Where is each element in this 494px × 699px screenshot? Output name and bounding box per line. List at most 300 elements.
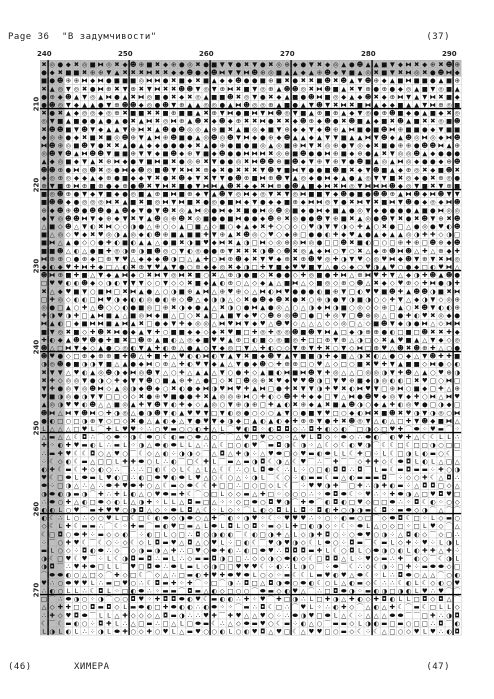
svg-text:●: ● xyxy=(243,76,250,85)
svg-text:⊕: ⊕ xyxy=(373,344,379,352)
svg-text:●: ● xyxy=(73,190,80,199)
svg-text:◎: ◎ xyxy=(211,400,217,409)
svg-text:▼: ▼ xyxy=(219,352,225,361)
svg-text:◘: ◘ xyxy=(82,433,88,442)
svg-text:◑: ◑ xyxy=(97,595,104,604)
svg-text:▲: ▲ xyxy=(308,68,314,77)
svg-text:◆: ◆ xyxy=(179,92,185,101)
svg-text:☻: ☻ xyxy=(421,287,429,296)
svg-text:△: △ xyxy=(154,449,160,458)
svg-text:◆: ◆ xyxy=(430,149,436,158)
svg-text:☻: ☻ xyxy=(437,68,445,77)
svg-text:□: □ xyxy=(146,319,153,328)
svg-text:✚: ✚ xyxy=(187,578,193,587)
svg-text:∴: ∴ xyxy=(155,619,160,628)
svg-text:□: □ xyxy=(429,400,436,409)
svg-text:L: L xyxy=(90,425,95,433)
svg-text:◆: ◆ xyxy=(49,68,55,77)
svg-text:◆: ◆ xyxy=(454,92,460,101)
svg-text:☻: ☻ xyxy=(453,133,461,142)
svg-text:●: ● xyxy=(203,376,209,385)
svg-text:☾: ☾ xyxy=(146,578,153,587)
svg-text:○: ○ xyxy=(397,352,404,361)
svg-text:□: □ xyxy=(389,238,396,247)
svg-text:▲: ▲ xyxy=(146,214,152,223)
svg-text:□: □ xyxy=(57,554,64,563)
svg-text:▲: ▲ xyxy=(106,125,112,134)
svg-text:⊕: ⊕ xyxy=(292,230,298,239)
svg-text:■: ■ xyxy=(89,133,96,142)
svg-text:⌒: ⌒ xyxy=(89,489,96,498)
svg-text:◆: ◆ xyxy=(122,368,128,377)
svg-text:✚: ✚ xyxy=(324,368,331,377)
svg-text:▲: ▲ xyxy=(349,133,355,142)
svg-text:◐: ◐ xyxy=(219,530,226,539)
svg-text:◘: ◘ xyxy=(397,514,403,523)
svg-text:△: △ xyxy=(163,546,169,555)
svg-text:▼: ▼ xyxy=(41,384,47,393)
svg-text:▬: ▬ xyxy=(49,433,56,442)
svg-text:∴: ∴ xyxy=(195,603,200,612)
svg-text:✖: ✖ xyxy=(243,295,250,304)
svg-text:∴: ∴ xyxy=(438,611,443,620)
svg-text:◎: ◎ xyxy=(397,149,404,158)
svg-text:■: ■ xyxy=(373,125,380,134)
svg-text:✖: ✖ xyxy=(195,165,201,174)
svg-text:✖: ✖ xyxy=(268,60,274,69)
svg-text:☻: ☻ xyxy=(186,295,194,304)
svg-text:▬: ▬ xyxy=(81,522,88,531)
svg-text:✖: ✖ xyxy=(243,117,250,126)
svg-text:♥: ♥ xyxy=(65,263,72,271)
svg-text:◎: ◎ xyxy=(219,263,226,271)
svg-text:△: △ xyxy=(203,222,209,231)
svg-text:■: ■ xyxy=(300,352,307,361)
svg-text:⁘: ⁘ xyxy=(89,530,96,539)
svg-text:✚: ✚ xyxy=(276,360,282,369)
svg-text:△: △ xyxy=(235,473,241,482)
svg-text:⬬: ⬬ xyxy=(357,522,363,531)
svg-text:△: △ xyxy=(300,627,306,636)
svg-text:♥: ♥ xyxy=(446,489,452,498)
svg-text:■: ■ xyxy=(178,182,185,190)
svg-text:◆: ◆ xyxy=(57,263,63,271)
svg-text:∴: ∴ xyxy=(106,546,111,555)
svg-text:◑: ◑ xyxy=(114,368,120,377)
svg-text:▲: ▲ xyxy=(122,141,128,150)
svg-text:■: ■ xyxy=(356,125,363,134)
svg-text:△: △ xyxy=(163,368,169,377)
svg-text:◎: ◎ xyxy=(219,392,226,401)
svg-text:◇: ◇ xyxy=(389,522,395,531)
svg-text:■: ■ xyxy=(397,109,404,118)
svg-text:▼: ▼ xyxy=(171,101,177,109)
svg-text:◎: ◎ xyxy=(65,384,72,393)
svg-text:■: ■ xyxy=(235,327,242,336)
svg-text:○: ○ xyxy=(284,473,290,482)
svg-text:✚: ✚ xyxy=(203,254,209,263)
svg-text:◎: ◎ xyxy=(446,101,452,109)
svg-text:♥: ♥ xyxy=(211,538,218,547)
svg-text:◎: ◎ xyxy=(106,109,112,118)
svg-text:⁘: ⁘ xyxy=(397,473,404,482)
svg-text:⌒: ⌒ xyxy=(89,538,96,547)
svg-text:△: △ xyxy=(300,319,306,328)
svg-text:◆: ◆ xyxy=(187,141,193,150)
svg-text:◇: ◇ xyxy=(114,530,120,539)
svg-text:◇: ◇ xyxy=(57,376,63,385)
svg-text:□: □ xyxy=(389,303,396,312)
svg-text:L: L xyxy=(236,522,241,531)
svg-text:⊕: ⊕ xyxy=(446,182,452,190)
svg-text:♥: ♥ xyxy=(300,603,307,612)
svg-text:⊕: ⊕ xyxy=(130,246,136,255)
svg-text:□: □ xyxy=(57,344,64,352)
svg-text:∴: ∴ xyxy=(374,489,379,498)
svg-text:▼: ▼ xyxy=(325,101,331,109)
svg-text:□: □ xyxy=(138,562,145,571)
svg-text:♥: ♥ xyxy=(348,230,355,239)
svg-text:□: □ xyxy=(138,619,145,628)
svg-text:✚: ✚ xyxy=(422,546,428,555)
svg-text:L: L xyxy=(212,457,216,466)
svg-text:◐: ◐ xyxy=(397,546,404,555)
svg-text:□: □ xyxy=(89,570,96,579)
svg-text:⊕: ⊕ xyxy=(235,335,242,344)
svg-text:⧓: ⧓ xyxy=(219,238,226,247)
svg-text:⊕: ⊕ xyxy=(413,238,420,247)
svg-text:♥: ♥ xyxy=(300,514,307,523)
svg-text:▬: ▬ xyxy=(186,570,193,579)
svg-text:◐: ◐ xyxy=(114,279,120,288)
svg-text:✚: ✚ xyxy=(389,603,396,612)
svg-text:⌒: ⌒ xyxy=(372,441,380,450)
svg-text:●: ● xyxy=(316,149,323,158)
svg-text:◐: ◐ xyxy=(300,473,307,482)
svg-text:▼: ▼ xyxy=(414,416,420,425)
svg-text:◆: ◆ xyxy=(244,198,250,207)
svg-text:⊕: ⊕ xyxy=(332,287,339,296)
svg-text:⬬: ⬬ xyxy=(65,595,72,604)
svg-text:◘: ◘ xyxy=(195,530,201,539)
svg-text:◐: ◐ xyxy=(130,587,136,595)
svg-text:⊕: ⊕ xyxy=(300,400,306,409)
svg-text:▲: ▲ xyxy=(138,117,144,126)
svg-text:⧓: ⧓ xyxy=(243,190,250,199)
svg-text:◐: ◐ xyxy=(178,384,185,393)
svg-text:⊕: ⊕ xyxy=(170,295,177,304)
svg-text:○: ○ xyxy=(365,546,371,555)
svg-text:■: ■ xyxy=(284,165,291,174)
svg-text:L: L xyxy=(171,627,176,636)
footer-left-number: (46) xyxy=(8,662,32,672)
svg-text:✖: ✖ xyxy=(397,68,404,77)
svg-text:○: ○ xyxy=(438,449,444,458)
svg-text:▲: ▲ xyxy=(414,206,420,215)
svg-text:▼: ▼ xyxy=(308,384,314,393)
svg-text:∴: ∴ xyxy=(163,562,168,571)
svg-text:☻: ☻ xyxy=(235,254,242,263)
svg-text:○: ○ xyxy=(106,416,112,425)
svg-text:✚: ✚ xyxy=(397,287,404,296)
svg-text:◆: ◆ xyxy=(430,416,436,425)
svg-text:⧓: ⧓ xyxy=(202,287,210,296)
svg-text:◆: ◆ xyxy=(325,206,331,215)
svg-text:◑: ◑ xyxy=(276,538,282,547)
svg-text:⌒: ⌒ xyxy=(445,522,453,531)
svg-text:●: ● xyxy=(373,109,379,118)
svg-text:▼: ▼ xyxy=(325,157,331,166)
svg-text:◑: ◑ xyxy=(268,554,274,563)
svg-text:⊕: ⊕ xyxy=(365,84,371,93)
svg-text:⧓: ⧓ xyxy=(219,254,226,263)
svg-text:⌒: ⌒ xyxy=(129,449,137,458)
svg-text:✖: ✖ xyxy=(292,246,298,255)
svg-text:♥: ♥ xyxy=(373,360,380,369)
svg-text:◎: ◎ xyxy=(211,198,217,207)
svg-text:L: L xyxy=(58,506,63,514)
svg-text:◐: ◐ xyxy=(89,441,96,450)
svg-text:⌒: ⌒ xyxy=(316,497,323,506)
svg-text:□: □ xyxy=(178,254,185,263)
svg-text:●: ● xyxy=(106,117,112,126)
svg-text:▬: ▬ xyxy=(397,506,404,514)
svg-text:▼: ▼ xyxy=(106,68,112,77)
svg-text:☾: ☾ xyxy=(41,530,47,539)
svg-text:◆: ◆ xyxy=(357,92,363,101)
svg-text:∴: ∴ xyxy=(236,595,241,604)
svg-text:☻: ☻ xyxy=(372,165,380,174)
svg-text:◆: ◆ xyxy=(73,101,79,109)
svg-text:◑: ◑ xyxy=(251,473,258,482)
svg-text:⊕: ⊕ xyxy=(389,384,396,393)
svg-text:▲: ▲ xyxy=(179,230,185,239)
svg-text:✚: ✚ xyxy=(243,595,250,604)
svg-text:⧓: ⧓ xyxy=(259,149,266,158)
svg-text:⊕: ⊕ xyxy=(114,101,120,109)
svg-text:▬: ▬ xyxy=(267,441,274,450)
svg-text:◘: ◘ xyxy=(57,530,63,539)
svg-text:▲: ▲ xyxy=(406,117,412,126)
svg-text:♥: ♥ xyxy=(122,425,128,433)
svg-text:✚: ✚ xyxy=(357,449,363,458)
svg-text:▼: ▼ xyxy=(373,384,379,393)
svg-text:△: △ xyxy=(211,449,217,458)
svg-text:◘: ◘ xyxy=(98,587,104,595)
svg-text:◇: ◇ xyxy=(397,538,403,547)
svg-text:✖: ✖ xyxy=(106,327,112,336)
svg-text:◎: ◎ xyxy=(324,279,331,288)
svg-text:✚: ✚ xyxy=(170,546,177,555)
svg-text:⧓: ⧓ xyxy=(324,327,331,336)
svg-text:□: □ xyxy=(413,522,420,531)
svg-text:∴: ∴ xyxy=(106,489,111,498)
svg-text:✖: ✖ xyxy=(324,400,331,409)
svg-text:▲: ▲ xyxy=(406,287,412,296)
svg-text:◑: ◑ xyxy=(381,562,388,571)
svg-text:□: □ xyxy=(122,587,129,595)
svg-text:○: ○ xyxy=(211,473,217,482)
svg-text:▬: ▬ xyxy=(170,587,177,595)
svg-text:■: ■ xyxy=(405,125,412,134)
svg-text:◑: ◑ xyxy=(81,416,88,425)
svg-text:◘: ◘ xyxy=(333,465,339,474)
svg-text:◘: ◘ xyxy=(381,506,387,514)
svg-text:⬬: ⬬ xyxy=(405,506,412,514)
svg-text:⧓: ⧓ xyxy=(259,238,266,247)
svg-text:▬: ▬ xyxy=(332,619,339,628)
svg-text:✚: ✚ xyxy=(57,603,63,612)
svg-text:□: □ xyxy=(454,376,461,385)
svg-text:▼: ▼ xyxy=(57,368,63,377)
svg-text:⬬: ⬬ xyxy=(154,473,161,482)
svg-text:□: □ xyxy=(259,481,266,490)
svg-text:⌒: ⌒ xyxy=(453,595,461,604)
svg-text:◑: ◑ xyxy=(405,319,412,328)
svg-text:△: △ xyxy=(179,416,185,425)
svg-text:◐: ◐ xyxy=(227,595,234,604)
svg-text:▼: ▼ xyxy=(90,392,96,401)
svg-text:◇: ◇ xyxy=(146,449,152,458)
svg-text:▼: ▼ xyxy=(430,295,436,304)
svg-text:◐: ◐ xyxy=(170,408,177,417)
svg-text:✚: ✚ xyxy=(357,481,363,490)
svg-text:▼: ▼ xyxy=(389,60,395,69)
svg-text:◐: ◐ xyxy=(162,449,169,458)
svg-text:L: L xyxy=(260,473,265,482)
svg-text:⬬: ⬬ xyxy=(341,587,347,595)
svg-text:☻: ☻ xyxy=(372,190,380,199)
svg-text:◎: ◎ xyxy=(57,230,64,239)
svg-text:○: ○ xyxy=(446,408,452,417)
svg-text:✖: ✖ xyxy=(41,125,47,134)
svg-text:✚: ✚ xyxy=(65,497,72,506)
svg-text:✖: ✖ xyxy=(308,84,315,93)
svg-text:L: L xyxy=(98,473,103,482)
svg-text:▲: ▲ xyxy=(154,416,160,425)
svg-text:☻: ☻ xyxy=(364,76,372,85)
svg-text:◆: ◆ xyxy=(130,173,136,182)
svg-text:□: □ xyxy=(397,562,404,571)
svg-text:✖: ✖ xyxy=(373,92,379,101)
svg-text:■: ■ xyxy=(178,133,185,142)
svg-text:✖: ✖ xyxy=(130,117,136,126)
svg-text:◆: ◆ xyxy=(98,125,104,134)
svg-text:●: ● xyxy=(421,173,428,182)
svg-text:□: □ xyxy=(186,222,193,231)
svg-text:◘: ◘ xyxy=(260,457,266,466)
svg-text:♥: ♥ xyxy=(340,570,347,579)
svg-text:◐: ◐ xyxy=(203,603,209,612)
svg-text:⊕: ⊕ xyxy=(235,117,242,126)
svg-text:L: L xyxy=(293,562,297,571)
svg-text:✚: ✚ xyxy=(146,627,153,636)
svg-text:△: △ xyxy=(171,360,177,369)
svg-text:◎: ◎ xyxy=(41,149,47,158)
svg-text:◐: ◐ xyxy=(57,441,64,450)
svg-text:⊕: ⊕ xyxy=(211,125,217,134)
svg-text:◑: ◑ xyxy=(446,554,452,563)
svg-text:▼: ▼ xyxy=(211,416,217,425)
svg-text:☻: ☻ xyxy=(429,271,437,280)
svg-text:□: □ xyxy=(211,489,218,498)
svg-text:▼: ▼ xyxy=(179,246,185,255)
svg-text:◆: ◆ xyxy=(114,182,120,190)
svg-text:□: □ xyxy=(446,441,453,450)
svg-text:♥: ♥ xyxy=(284,287,290,296)
svg-text:♥: ♥ xyxy=(235,570,242,579)
svg-text:◎: ◎ xyxy=(81,384,88,393)
svg-text:∴: ∴ xyxy=(98,578,103,587)
svg-text:L: L xyxy=(455,538,459,547)
svg-text:✚: ✚ xyxy=(146,352,153,361)
svg-text:◆: ◆ xyxy=(300,206,306,215)
svg-text:●: ● xyxy=(243,408,250,417)
svg-text:○: ○ xyxy=(357,514,363,523)
svg-text:■: ■ xyxy=(41,327,48,336)
svg-text:▲: ▲ xyxy=(284,92,290,101)
svg-text:✚: ✚ xyxy=(454,246,460,255)
svg-text:●: ● xyxy=(438,360,444,369)
svg-text:△: △ xyxy=(438,344,444,352)
svg-text:◐: ◐ xyxy=(284,587,290,595)
svg-text:◑: ◑ xyxy=(219,295,226,304)
svg-text:☾: ☾ xyxy=(332,546,339,555)
svg-text:◎: ◎ xyxy=(195,92,201,101)
svg-text:◑: ◑ xyxy=(438,400,444,409)
svg-text:✚: ✚ xyxy=(130,457,136,466)
svg-text:◑: ◑ xyxy=(340,222,347,231)
svg-text:▲: ▲ xyxy=(276,101,282,109)
svg-text:◘: ◘ xyxy=(300,546,306,555)
svg-text:▲: ▲ xyxy=(349,76,355,85)
svg-text:△: △ xyxy=(203,473,209,482)
svg-text:●: ● xyxy=(219,214,226,223)
svg-text:▼: ▼ xyxy=(146,84,152,93)
svg-text:▬: ▬ xyxy=(381,538,388,547)
svg-text:◘: ◘ xyxy=(333,554,339,563)
svg-text:▲: ▲ xyxy=(90,173,96,182)
svg-text:■: ■ xyxy=(130,311,137,320)
svg-text:⧓: ⧓ xyxy=(97,295,104,304)
svg-text:■: ■ xyxy=(413,384,420,393)
svg-text:◐: ◐ xyxy=(73,619,80,628)
svg-text:△: △ xyxy=(381,627,387,636)
svg-text:▲: ▲ xyxy=(211,279,217,288)
svg-text:●: ● xyxy=(243,360,250,369)
svg-text:☻: ☻ xyxy=(453,117,461,126)
svg-text:♥: ♥ xyxy=(211,335,218,344)
svg-text:⁘: ⁘ xyxy=(300,481,306,490)
svg-text:◎: ◎ xyxy=(357,303,363,312)
svg-text:☾: ☾ xyxy=(373,578,380,587)
svg-text:■: ■ xyxy=(194,230,201,239)
svg-text:✚: ✚ xyxy=(260,344,266,352)
svg-text:☾: ☾ xyxy=(73,457,80,466)
svg-text:☾: ☾ xyxy=(429,433,436,442)
svg-text:◘: ◘ xyxy=(187,538,193,547)
svg-text:♥: ♥ xyxy=(81,425,88,433)
svg-text:⧓: ⧓ xyxy=(243,68,250,77)
svg-text:✖: ✖ xyxy=(138,68,144,77)
svg-text:△: △ xyxy=(292,433,298,442)
svg-text:△: △ xyxy=(300,279,306,288)
svg-text:▬: ▬ xyxy=(203,619,210,628)
svg-text:◑: ◑ xyxy=(349,506,355,514)
svg-text:⊕: ⊕ xyxy=(454,303,460,312)
svg-text:✖: ✖ xyxy=(243,157,250,166)
svg-text:◎: ◎ xyxy=(438,311,444,320)
